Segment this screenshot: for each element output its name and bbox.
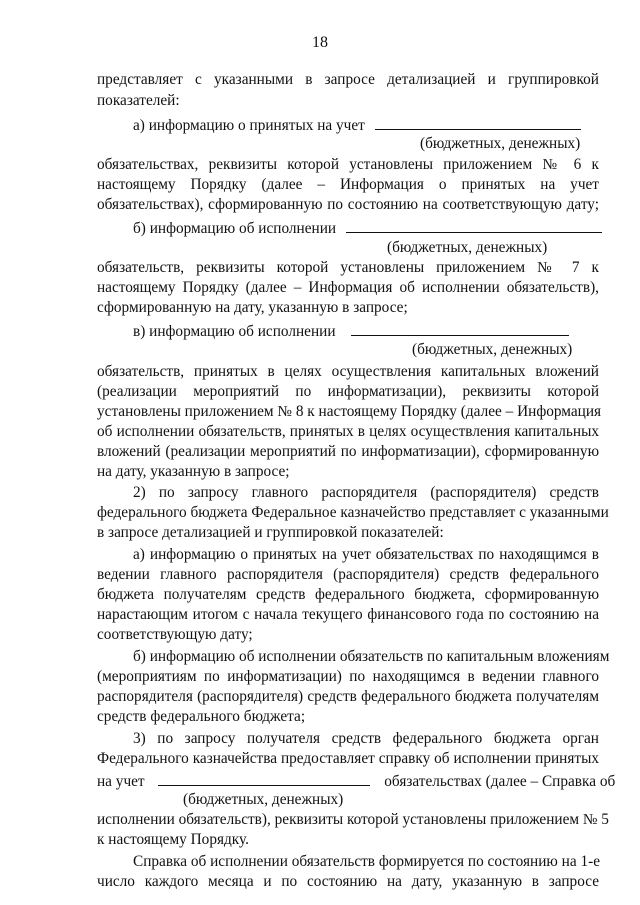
text-line: число каждого месяца и по состоянию на дату, указанную в запросе xyxy=(97,873,599,890)
text-line: настоящему Порядку (далее – Информация о принятых на учет xyxy=(97,176,599,193)
text-fragment: на учет xyxy=(97,773,145,790)
text-line: ведении главного распорядителя (распорядителя) средств федерального xyxy=(97,566,599,583)
text-line: Справка об исполнении обязательств формируется по состоянию на 1-е xyxy=(133,853,600,870)
text-line xyxy=(133,217,599,239)
text-line: бюджета получателям средств федерального бюджета, сформированную xyxy=(97,586,599,603)
blank-caption: (бюджетных, денежных) xyxy=(387,239,548,256)
text-fragment: а) информацию о принятых на учет xyxy=(133,117,365,134)
fill-in-blank xyxy=(158,770,370,786)
text-line: обязательств, реквизиты которой установлены приложением № 7 к xyxy=(97,259,599,276)
text-line: обязательствах), сформированную по состоянию на соответствующую дату; xyxy=(97,196,599,213)
blank-caption: (бюджетных, денежных) xyxy=(420,135,581,152)
text-line: настоящему Порядку (далее – Информация об исполнении обязательств), xyxy=(97,279,599,296)
fill-in-blank xyxy=(375,114,581,130)
text-fragment: обязательствах (далее – Справка об xyxy=(384,773,616,790)
text-line: об исполнении обязательств, принятых в целях осуществления капитальных xyxy=(97,423,599,440)
text-line: в запросе детализацией и группировкой показателей: xyxy=(97,524,444,541)
text-line: установлены приложением № 8 к настоящему Порядку (далее – Информация xyxy=(97,403,602,420)
text-line: на дату, указанную в запросе; xyxy=(97,463,290,480)
text-line: б) информацию об исполнении обязательств по капитальным вложениям xyxy=(133,648,610,665)
text-line xyxy=(97,770,616,792)
text-line: (мероприятиям по информатизации) по находящимся в ведении главного xyxy=(97,668,599,685)
text-line xyxy=(133,320,599,342)
fill-in-blank xyxy=(346,217,602,233)
text-fragment: в) информацию об исполнении xyxy=(133,323,336,340)
text-line: Федерального казначейства предоставляет справку об исполнении принятых xyxy=(97,750,599,767)
text-line: обязательствах, реквизиты которой установлены приложением № 6 к xyxy=(97,156,599,173)
text-line: представляет с указанными в запросе детализацией и группировкой xyxy=(97,71,599,88)
text-line: 3) по запросу получателя средств федерального бюджета орган xyxy=(133,730,599,747)
page-number: 18 xyxy=(312,34,328,51)
fill-in-blank xyxy=(351,320,569,336)
text-line: показателей: xyxy=(97,92,180,109)
text-line: исполнении обязательств), реквизиты которой установлены приложением № 5 xyxy=(97,811,609,828)
blank-caption: (бюджетных, денежных) xyxy=(412,341,573,358)
text-line: вложений (реализации мероприятий по информатизации), сформированную xyxy=(97,443,599,460)
text-line: нарастающим итогом с начала текущего финансового года по состоянию на xyxy=(97,606,599,623)
text-line: соответствующую дату; xyxy=(97,626,253,643)
blank-caption: (бюджетных, денежных) xyxy=(183,791,344,808)
text-line: 2) по запросу главного распорядителя (распорядителя) средств xyxy=(133,484,599,501)
text-line: к настоящему Порядку. xyxy=(97,831,249,848)
text-fragment: б) информацию об исполнении xyxy=(133,220,337,237)
text-line: распорядителя (распорядителя) средств федерального бюджета получателям xyxy=(97,688,599,705)
text-line: федерального бюджета Федеральное казначейство представляет с указанными xyxy=(97,504,609,521)
text-line: обязательств, принятых в целях осуществления капитальных вложений xyxy=(97,363,599,380)
text-line: а) информацию о принятых на учет обязательствах по находящимся в xyxy=(133,546,599,563)
text-line: сформированную на дату, указанную в запросе; xyxy=(97,299,408,316)
text-line: средств федерального бюджета; xyxy=(97,708,306,725)
text-line: (реализации мероприятий по информатизации), реквизиты которой xyxy=(97,383,599,400)
text-line xyxy=(133,114,599,136)
